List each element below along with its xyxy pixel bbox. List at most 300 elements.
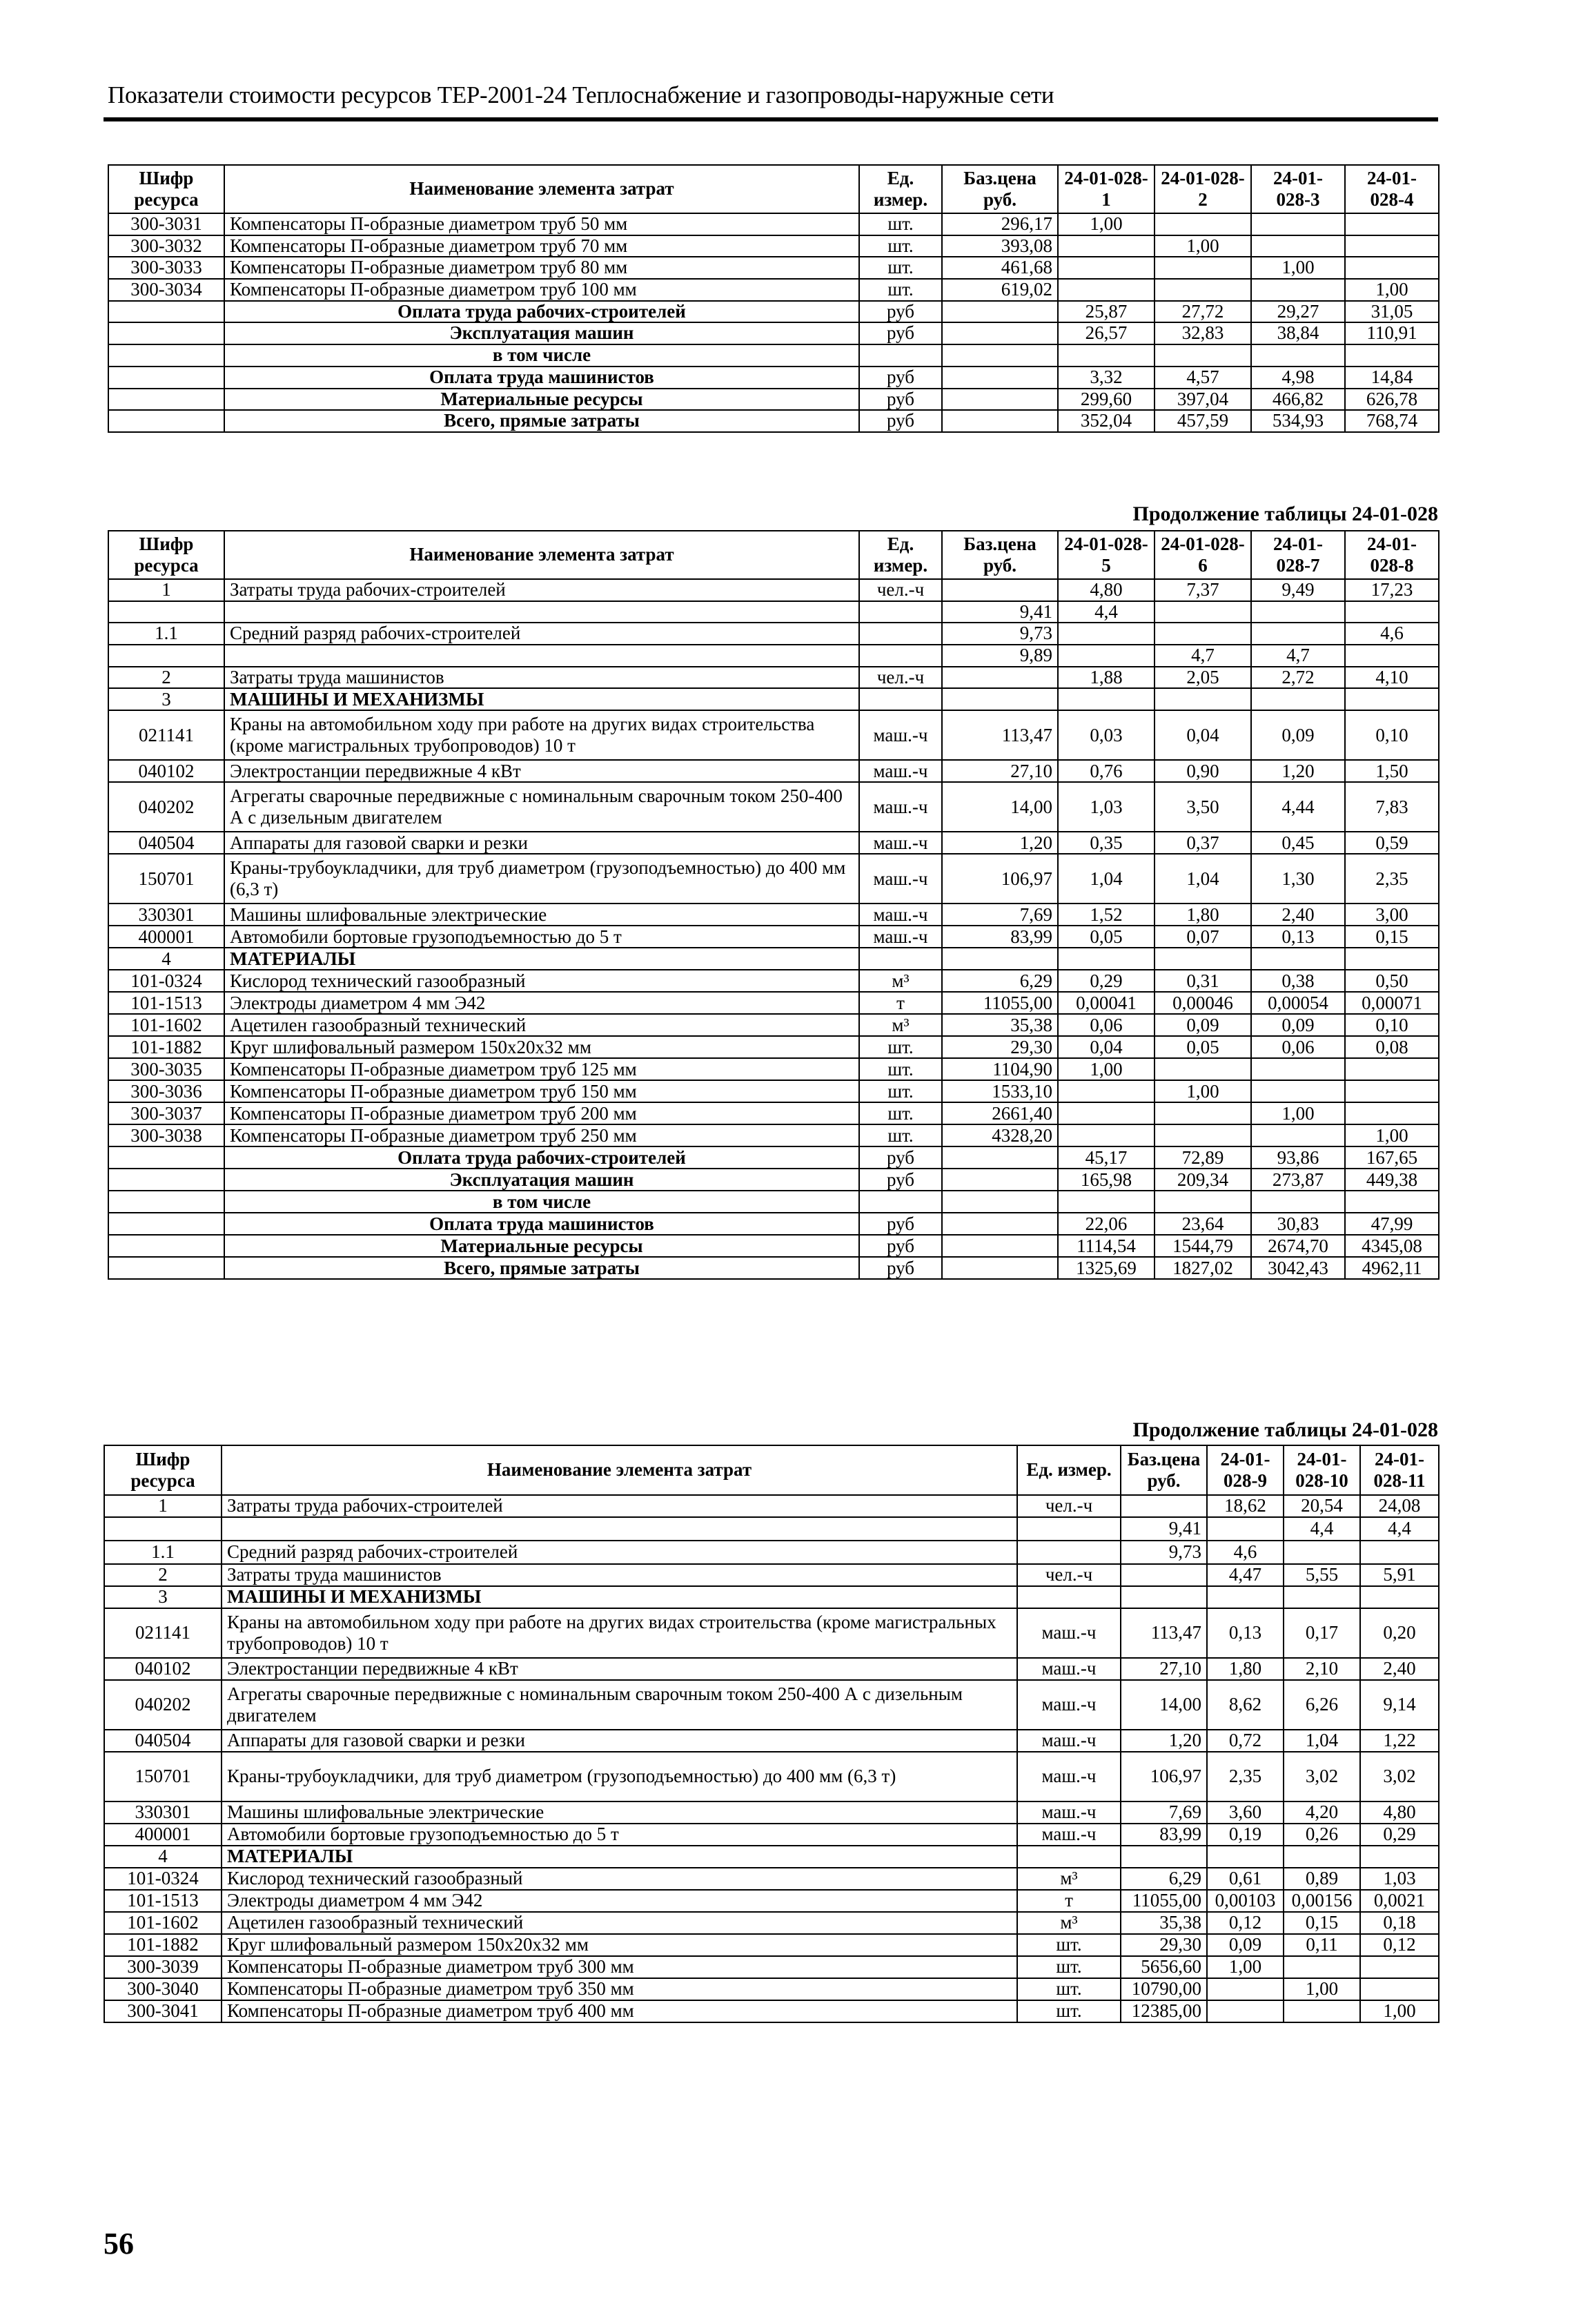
cost-element-cell: Компенсаторы П-образные диаметром труб 70 мм	[224, 235, 859, 257]
table-row	[108, 1257, 1439, 1279]
resource-code-cell	[108, 1146, 224, 1169]
resource-code-cell	[108, 301, 224, 323]
rate-cell-24-01-028-7: 2,40	[1251, 904, 1345, 926]
rate-cell-24-01-028-9: 0,61	[1207, 1868, 1284, 1890]
header-row	[108, 531, 1439, 579]
table-row	[108, 257, 1439, 279]
rate-cell-24-01-028-10: 4,4	[1284, 1517, 1360, 1541]
rate-cell-24-01-028-5	[1058, 688, 1155, 710]
column-header: 24-01-028-2	[1155, 165, 1251, 213]
base-price-cell	[1121, 1495, 1207, 1517]
base-price-cell: 296,17	[942, 213, 1058, 235]
resource-code-cell: 040102	[108, 760, 224, 782]
rate-cell-24-01-028-10: 0,89	[1284, 1868, 1360, 1890]
unit-cell: шт.	[859, 1080, 942, 1102]
table-row	[108, 992, 1439, 1014]
unit-cell: руб	[859, 1257, 942, 1279]
rate-cell-24-01-028-9: 0,00103	[1207, 1890, 1284, 1912]
rate-cell-24-01-028-7: 2674,70	[1251, 1235, 1345, 1257]
unit-cell	[859, 645, 942, 667]
rate-cell-24-01-028-6	[1155, 1102, 1251, 1124]
rate-cell-24-01-028-5: 0,35	[1058, 832, 1155, 854]
table-row	[108, 279, 1439, 301]
rate-cell-24-01-028-5: 4,4	[1058, 601, 1155, 623]
resource-code-cell: 101-1513	[104, 1890, 222, 1912]
base-price-cell	[942, 1213, 1058, 1235]
resource-code-cell: 101-1602	[108, 1014, 224, 1036]
cost-element-cell: Компенсаторы П-образные диаметром труб 200 мм	[224, 1102, 859, 1124]
unit-cell: маш.-ч	[859, 926, 942, 948]
base-price-cell: 35,38	[942, 1014, 1058, 1036]
table-row	[108, 1124, 1439, 1146]
rate-cell-24-01-028-2: 457,59	[1155, 410, 1251, 432]
rate-cell-24-01-028-5	[1058, 623, 1155, 645]
rate-cell-24-01-028-11: 1,00	[1360, 2000, 1439, 2022]
table-row	[108, 854, 1439, 904]
rate-cell-24-01-028-7: 1,00	[1251, 1102, 1345, 1124]
base-price-cell: 4328,20	[942, 1124, 1058, 1146]
table-row	[104, 1868, 1439, 1890]
unit-cell: маш.-ч	[859, 760, 942, 782]
rate-cell-24-01-028-8: 1,00	[1345, 1124, 1439, 1146]
resource-code-cell: 1.1	[104, 1541, 222, 1564]
resource-code-cell	[108, 389, 224, 411]
rate-cell-24-01-028-5: 1,52	[1058, 904, 1155, 926]
rate-cell-24-01-028-2	[1155, 257, 1251, 279]
cost-element-cell: Электроды диаметром 4 мм Э42	[224, 992, 859, 1014]
rate-cell-24-01-028-2	[1155, 344, 1251, 367]
resource-code-cell: 330301	[104, 1801, 222, 1824]
cost-element-cell: Машины шлифовальные электрические	[224, 904, 859, 926]
rate-cell-24-01-028-3	[1251, 344, 1345, 367]
rate-cell-24-01-028-10: 0,17	[1284, 1608, 1360, 1658]
base-price-cell	[942, 579, 1058, 601]
resource-code-cell: 2	[108, 667, 224, 689]
cost-element-cell: МАШИНЫ И МЕХАНИЗМЫ	[222, 1586, 1017, 1608]
rate-cell-24-01-028-5: 1,04	[1058, 854, 1155, 904]
resource-code-cell: 1.1	[108, 623, 224, 645]
cost-element-cell: Машины шлифовальные электрические	[222, 1801, 1017, 1824]
rate-cell-24-01-028-1: 26,57	[1058, 322, 1155, 344]
rate-cell-24-01-028-8: 3,00	[1345, 904, 1439, 926]
table-row	[108, 1235, 1439, 1257]
column-header: Шифр ресурса	[108, 531, 224, 579]
resource-code-cell: 300-3033	[108, 257, 224, 279]
rate-cell-24-01-028-6: 0,00046	[1155, 992, 1251, 1014]
resource-code-cell: 101-0324	[104, 1868, 222, 1890]
cost-element-cell: Оплата труда машинистов	[224, 367, 859, 389]
resource-code-cell: 4	[104, 1846, 222, 1868]
resource-code-cell: 150701	[108, 854, 224, 904]
rate-cell-24-01-028-6	[1155, 1191, 1251, 1213]
rate-cell-24-01-028-6: 0,90	[1155, 760, 1251, 782]
cost-element-cell: Всего, прямые затраты	[224, 410, 859, 432]
base-price-cell: 11055,00	[1121, 1890, 1207, 1912]
base-price-cell: 6,29	[942, 970, 1058, 992]
base-price-cell: 10790,00	[1121, 1978, 1207, 2000]
resource-code-cell	[104, 1517, 222, 1541]
resource-code-cell: 021141	[108, 710, 224, 760]
rate-cell-24-01-028-6: 3,50	[1155, 782, 1251, 832]
cost-element-cell: Компенсаторы П-образные диаметром труб 250 мм	[224, 1124, 859, 1146]
rate-cell-24-01-028-5	[1058, 1080, 1155, 1102]
base-price-cell: 27,10	[1121, 1658, 1207, 1680]
resource-code-cell: 4	[108, 948, 224, 970]
cost-element-cell: Аппараты для газовой сварки и резки	[222, 1730, 1017, 1752]
rate-cell-24-01-028-1	[1058, 235, 1155, 257]
resource-code-cell: 300-3041	[104, 2000, 222, 2022]
base-price-cell: 1,20	[942, 832, 1058, 854]
table-row	[108, 1014, 1439, 1036]
cost-element-cell: Ацетилен газообразный технический	[222, 1912, 1017, 1934]
rate-cell-24-01-028-11: 24,08	[1360, 1495, 1439, 1517]
table-row	[104, 2000, 1439, 2022]
rate-cell-24-01-028-7: 1,30	[1251, 854, 1345, 904]
rate-cell-24-01-028-8: 0,00071	[1345, 992, 1439, 1014]
rate-cell-24-01-028-5	[1058, 645, 1155, 667]
cost-element-cell: Ацетилен газообразный технический	[224, 1014, 859, 1036]
resource-code-cell	[108, 1213, 224, 1235]
unit-cell: шт.	[859, 235, 942, 257]
rate-cell-24-01-028-5: 45,17	[1058, 1146, 1155, 1169]
rate-cell-24-01-028-3: 1,00	[1251, 257, 1345, 279]
cost-element-cell: Краны-трубоукладчики, для труб диаметром (грузоподъемностью) до 400 мм (6,3 т)	[222, 1752, 1017, 1801]
unit-cell	[859, 344, 942, 367]
resource-code-cell: 040102	[104, 1658, 222, 1680]
rate-cell-24-01-028-8: 0,10	[1345, 710, 1439, 760]
unit-cell	[1017, 1586, 1121, 1608]
cost-element-cell: Компенсаторы П-образные диаметром труб 150 мм	[224, 1080, 859, 1102]
rate-cell-24-01-028-10	[1284, 1541, 1360, 1564]
unit-cell: шт.	[859, 279, 942, 301]
cost-element-cell: Аппараты для газовой сварки и резки	[224, 832, 859, 854]
unit-cell: руб	[859, 367, 942, 389]
rate-cell-24-01-028-3: 466,82	[1251, 389, 1345, 411]
cost-element-cell: МАТЕРИАЛЫ	[224, 948, 859, 970]
unit-cell: м³	[859, 970, 942, 992]
cost-element-cell: Агрегаты сварочные передвижные с номинальным сварочным током 250-400 А с дизельным двигателем	[222, 1680, 1017, 1730]
table-row	[104, 1956, 1439, 1978]
cost-element-cell: Эксплуатация машин	[224, 1169, 859, 1191]
rate-cell-24-01-028-7	[1251, 1080, 1345, 1102]
cost-element-cell: Электростанции передвижные 4 кВт	[224, 760, 859, 782]
unit-cell: маш.-ч	[859, 904, 942, 926]
unit-cell: маш.-ч	[859, 832, 942, 854]
rate-cell-24-01-028-10: 0,11	[1284, 1934, 1360, 1956]
resource-code-cell: 300-3032	[108, 235, 224, 257]
base-price-cell: 7,69	[942, 904, 1058, 926]
unit-cell: руб	[859, 301, 942, 323]
rate-cell-24-01-028-8: 4962,11	[1345, 1257, 1439, 1279]
unit-cell: шт.	[1017, 2000, 1121, 2022]
column-header: 24-01-028-4	[1345, 165, 1439, 213]
base-price-cell: 35,38	[1121, 1912, 1207, 1934]
resource-code-cell	[108, 645, 224, 667]
table-row	[108, 235, 1439, 257]
unit-cell	[859, 601, 942, 623]
rate-cell-24-01-028-8: 4,10	[1345, 667, 1439, 689]
cost-element-cell: Краны на автомобильном ходу при работе на других видах строительства (кроме магистральных трубопроводов) 10 т	[222, 1608, 1017, 1658]
base-price-cell: 14,00	[942, 782, 1058, 832]
cost-element-cell: Материальные ресурсы	[224, 1235, 859, 1257]
rate-cell-24-01-028-3	[1251, 235, 1345, 257]
unit-cell: шт.	[1017, 1978, 1121, 2000]
unit-cell	[859, 623, 942, 645]
cost-element-cell: Оплата труда рабочих-строителей	[224, 301, 859, 323]
rate-cell-24-01-028-5: 4,80	[1058, 579, 1155, 601]
unit-cell: т	[859, 992, 942, 1014]
unit-cell	[859, 948, 942, 970]
cost-element-cell: Материальные ресурсы	[224, 389, 859, 411]
rate-cell-24-01-028-7: 273,87	[1251, 1169, 1345, 1191]
column-header: 24-01-028-9	[1207, 1445, 1284, 1495]
rate-cell-24-01-028-9	[1207, 1978, 1284, 2000]
rate-cell-24-01-028-3	[1251, 213, 1345, 235]
cost-element-cell: Средний разряд рабочих-строителей	[224, 623, 859, 645]
header-row	[104, 1445, 1439, 1495]
base-price-cell: 9,89	[942, 645, 1058, 667]
rate-cell-24-01-028-10: 5,55	[1284, 1564, 1360, 1586]
unit-cell: руб	[859, 410, 942, 432]
base-price-cell: 9,73	[1121, 1541, 1207, 1564]
rate-cell-24-01-028-3: 534,93	[1251, 410, 1345, 432]
table-row	[108, 1191, 1439, 1213]
rate-cell-24-01-028-6: 0,37	[1155, 832, 1251, 854]
base-price-cell	[942, 410, 1058, 432]
rate-cell-24-01-028-8: 4,6	[1345, 623, 1439, 645]
cost-table-3	[104, 1445, 1440, 2023]
table-row	[108, 832, 1439, 854]
rate-cell-24-01-028-6: 0,04	[1155, 710, 1251, 760]
base-price-cell: 106,97	[942, 854, 1058, 904]
unit-cell: т	[1017, 1890, 1121, 1912]
table-row	[108, 904, 1439, 926]
table3-caption: Продолжение таблицы 24-01-028	[1132, 1418, 1438, 1441]
rate-cell-24-01-028-9: 0,19	[1207, 1824, 1284, 1846]
table-row	[108, 710, 1439, 760]
rate-cell-24-01-028-7: 2,72	[1251, 667, 1345, 689]
rate-cell-24-01-028-10	[1284, 2000, 1360, 2022]
unit-cell: шт.	[859, 1102, 942, 1124]
rate-cell-24-01-028-6: 2,05	[1155, 667, 1251, 689]
rate-cell-24-01-028-1: 1,00	[1058, 213, 1155, 235]
unit-cell: маш.-ч	[1017, 1801, 1121, 1824]
rate-cell-24-01-028-10	[1284, 1846, 1360, 1868]
base-price-cell: 29,30	[1121, 1934, 1207, 1956]
rate-cell-24-01-028-8	[1345, 1058, 1439, 1080]
unit-cell	[859, 1191, 942, 1213]
rate-cell-24-01-028-1: 25,87	[1058, 301, 1155, 323]
resource-code-cell: 101-0324	[108, 970, 224, 992]
rate-cell-24-01-028-6: 4,7	[1155, 645, 1251, 667]
rate-cell-24-01-028-10: 3,02	[1284, 1752, 1360, 1801]
unit-cell: чел.-ч	[1017, 1495, 1121, 1517]
base-price-cell	[942, 301, 1058, 323]
rate-cell-24-01-028-3	[1251, 279, 1345, 301]
rate-cell-24-01-028-8: 167,65	[1345, 1146, 1439, 1169]
rate-cell-24-01-028-4: 31,05	[1345, 301, 1439, 323]
unit-cell	[859, 688, 942, 710]
column-header: Наименование элемента затрат	[224, 531, 859, 579]
rate-cell-24-01-028-9: 0,13	[1207, 1608, 1284, 1658]
rate-cell-24-01-028-4	[1345, 213, 1439, 235]
column-header: 24-01-028-3	[1251, 165, 1345, 213]
base-price-cell	[942, 367, 1058, 389]
rate-cell-24-01-028-7: 0,09	[1251, 710, 1345, 760]
base-price-cell	[942, 948, 1058, 970]
table-row	[108, 344, 1439, 367]
unit-cell	[1017, 1846, 1121, 1868]
cost-element-cell: Оплата труда машинистов	[224, 1213, 859, 1235]
cost-element-cell: Краны на автомобильном ходу при работе на других видах строительства (кроме магистральных трубопроводов) 10 т	[224, 710, 859, 760]
cost-element-cell: Затраты труда машинистов	[222, 1564, 1017, 1586]
resource-code-cell	[108, 344, 224, 367]
resource-code-cell: 330301	[108, 904, 224, 926]
base-price-cell	[1121, 1564, 1207, 1586]
unit-cell: шт.	[859, 1036, 942, 1058]
base-price-cell: 113,47	[1121, 1608, 1207, 1658]
column-header: Шифр ресурса	[108, 165, 224, 213]
rate-cell-24-01-028-6: 0,09	[1155, 1014, 1251, 1036]
base-price-cell	[942, 688, 1058, 710]
resource-code-cell	[108, 322, 224, 344]
rate-cell-24-01-028-10: 4,20	[1284, 1801, 1360, 1824]
unit-cell: шт.	[859, 1124, 942, 1146]
base-price-cell: 619,02	[942, 279, 1058, 301]
unit-cell	[1017, 1517, 1121, 1541]
table-row	[108, 1058, 1439, 1080]
resource-code-cell: 300-3037	[108, 1102, 224, 1124]
cost-element-cell: Компенсаторы П-образные диаметром труб 400 мм	[222, 2000, 1017, 2022]
resource-code-cell: 300-3034	[108, 279, 224, 301]
table-row	[104, 1801, 1439, 1824]
table-row	[104, 1608, 1439, 1658]
rate-cell-24-01-028-7	[1251, 1191, 1345, 1213]
base-price-cell: 461,68	[942, 257, 1058, 279]
table-row	[108, 601, 1439, 623]
rate-cell-24-01-028-1	[1058, 344, 1155, 367]
cost-element-cell: Круг шлифовальный размером 150х20х32 мм	[224, 1036, 859, 1058]
unit-cell: маш.-ч	[859, 710, 942, 760]
unit-cell: руб	[859, 389, 942, 411]
table-row	[108, 410, 1439, 432]
table-row	[104, 1890, 1439, 1912]
rate-cell-24-01-028-7: 0,38	[1251, 970, 1345, 992]
rate-cell-24-01-028-7: 93,86	[1251, 1146, 1345, 1169]
rate-cell-24-01-028-2: 32,83	[1155, 322, 1251, 344]
rate-cell-24-01-028-11	[1360, 1541, 1439, 1564]
table-row	[108, 1102, 1439, 1124]
rate-cell-24-01-028-8	[1345, 645, 1439, 667]
base-price-cell: 9,41	[942, 601, 1058, 623]
rate-cell-24-01-028-8: 7,83	[1345, 782, 1439, 832]
resource-code-cell: 1	[104, 1495, 222, 1517]
rate-cell-24-01-028-9: 0,72	[1207, 1730, 1284, 1752]
rate-cell-24-01-028-11: 1,03	[1360, 1868, 1439, 1890]
cost-element-cell: Электростанции передвижные 4 кВт	[222, 1658, 1017, 1680]
rate-cell-24-01-028-7: 0,13	[1251, 926, 1345, 948]
rate-cell-24-01-028-4: 14,84	[1345, 367, 1439, 389]
base-price-cell: 9,41	[1121, 1517, 1207, 1541]
rate-cell-24-01-028-9: 2,35	[1207, 1752, 1284, 1801]
cost-element-cell: Затраты труда рабочих-строителей	[222, 1495, 1017, 1517]
rate-cell-24-01-028-11	[1360, 1956, 1439, 1978]
column-header: 24-01-028-1	[1058, 165, 1155, 213]
table-row	[108, 389, 1439, 411]
resource-code-cell: 101-1513	[108, 992, 224, 1014]
rate-cell-24-01-028-4	[1345, 344, 1439, 367]
rate-cell-24-01-028-10	[1284, 1956, 1360, 1978]
rate-cell-24-01-028-5: 0,04	[1058, 1036, 1155, 1058]
rate-cell-24-01-028-7: 0,06	[1251, 1036, 1345, 1058]
rate-cell-24-01-028-8	[1345, 688, 1439, 710]
rate-cell-24-01-028-11	[1360, 1978, 1439, 2000]
table-row	[104, 1824, 1439, 1846]
base-price-cell	[942, 1235, 1058, 1257]
rate-cell-24-01-028-9: 1,80	[1207, 1658, 1284, 1680]
table-row	[108, 322, 1439, 344]
rate-cell-24-01-028-10	[1284, 1586, 1360, 1608]
unit-cell: руб	[859, 1169, 942, 1191]
unit-cell: маш.-ч	[1017, 1824, 1121, 1846]
cost-element-cell: Компенсаторы П-образные диаметром труб 350 мм	[222, 1978, 1017, 2000]
cost-element-cell: Автомобили бортовые грузоподъемностью до 5 т	[224, 926, 859, 948]
resource-code-cell: 300-3040	[104, 1978, 222, 2000]
base-price-cell	[1121, 1846, 1207, 1868]
table-row	[108, 645, 1439, 667]
resource-code-cell	[108, 367, 224, 389]
rate-cell-24-01-028-5: 0,29	[1058, 970, 1155, 992]
rate-cell-24-01-028-7	[1251, 623, 1345, 645]
rate-cell-24-01-028-8: 17,23	[1345, 579, 1439, 601]
rate-cell-24-01-028-11: 4,80	[1360, 1801, 1439, 1824]
rate-cell-24-01-028-9	[1207, 1586, 1284, 1608]
column-header: 24-01-028-8	[1345, 531, 1439, 579]
cost-element-cell: Агрегаты сварочные передвижные с номинальным сварочным током 250-400 А с дизельным двигателем	[224, 782, 859, 832]
table-row	[104, 1541, 1439, 1564]
rate-cell-24-01-028-1: 3,32	[1058, 367, 1155, 389]
resource-code-cell: 300-3031	[108, 213, 224, 235]
base-price-cell: 1533,10	[942, 1080, 1058, 1102]
table2-caption: Продолжение таблицы 24-01-028	[1132, 502, 1438, 525]
resource-code-cell	[108, 1257, 224, 1279]
resource-code-cell: 400001	[104, 1824, 222, 1846]
resource-code-cell	[108, 1191, 224, 1213]
resource-code-cell: 150701	[104, 1752, 222, 1801]
resource-code-cell: 400001	[108, 926, 224, 948]
cost-element-cell: Кислород технический газообразный	[222, 1868, 1017, 1890]
resource-code-cell: 3	[108, 688, 224, 710]
base-price-cell: 2661,40	[942, 1102, 1058, 1124]
rate-cell-24-01-028-2: 1,00	[1155, 235, 1251, 257]
rate-cell-24-01-028-8: 0,08	[1345, 1036, 1439, 1058]
unit-cell: м³	[1017, 1868, 1121, 1890]
base-price-cell: 14,00	[1121, 1680, 1207, 1730]
unit-cell: шт.	[1017, 1956, 1121, 1978]
rate-cell-24-01-028-8: 0,59	[1345, 832, 1439, 854]
unit-cell: шт.	[1017, 1934, 1121, 1956]
table-row	[104, 1517, 1439, 1541]
unit-cell: шт.	[859, 213, 942, 235]
rate-cell-24-01-028-11	[1360, 1586, 1439, 1608]
rate-cell-24-01-028-10: 1,04	[1284, 1730, 1360, 1752]
rate-cell-24-01-028-8: 449,38	[1345, 1169, 1439, 1191]
rate-cell-24-01-028-6	[1155, 601, 1251, 623]
rate-cell-24-01-028-1	[1058, 279, 1155, 301]
cost-element-cell: Компенсаторы П-образные диаметром труб 80 мм	[224, 257, 859, 279]
rate-cell-24-01-028-8: 0,50	[1345, 970, 1439, 992]
table-row	[108, 301, 1439, 323]
